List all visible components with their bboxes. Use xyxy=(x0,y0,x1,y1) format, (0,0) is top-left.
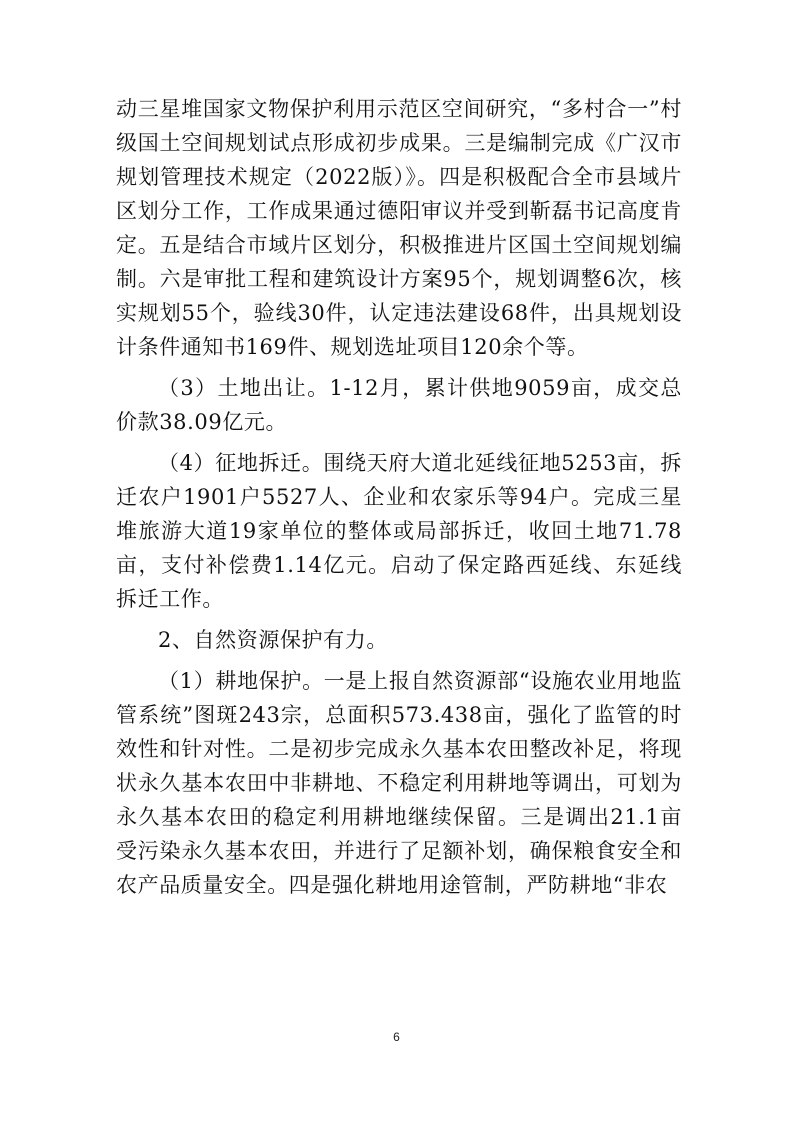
paragraph-land-transfer: （3）土地出让。1-12月，累计供地9059亩，成交总价款38.09亿元。 xyxy=(116,376,682,434)
document-body xyxy=(116,92,682,909)
paragraph-farmland-protection: （1）耕地保护。一是上报自然资源部“设施农业用地监管系统”图斑243宗，总面积573.438亩，强化了监管的时效性和针对性。二是初步完成永久基本农田整改补足，将现状永久基本农田中非耕地、不稳定利用耕地等调出，可划为永久基本农田的稳定利用耕地继续保留。三是调出21.1亩受污染永久基本农田，并进行了足额补划，确保粮食安全和农产品质量安全。四是强化耕地用途管制，严防耕地“非农 xyxy=(116,669,682,897)
section-heading-resource-protection: 2、自然资源保护有力。 xyxy=(158,628,388,652)
page-number: 6 xyxy=(393,1030,400,1044)
paragraph-continued-planning: 动三星堆国家文物保护利用示范区空间研究，“多村合一”村级国土空间规划试点形成初步成果。三是编制完成《广汉市规划管理技术规定（2022版）》。四是积极配合全市县域片区划分工作，工作成果通过德阳审议并受到靳磊书记高度肯定。五是结合市域片区划分，积极推进片区国土空间规划编制。六是审批工程和建筑设计方案95个，规划调整6次，核实规划55个，验线30件，认定违法建设68件，出具规划设计条件通知书169件、规划选址项目120余个等。 xyxy=(116,97,682,359)
paragraph-land-acquisition: （4）征地拆迁。围绕天府大道北延线征地5253亩，拆迁农户1901户5527人、企业和农家乐等94户。完成三星堆旅游大道19家单位的整体或局部拆迁，收回土地71.78亩，支付补偿费1.14亿元。启动了保定路西延线、东延线拆迁工作。 xyxy=(116,451,682,611)
